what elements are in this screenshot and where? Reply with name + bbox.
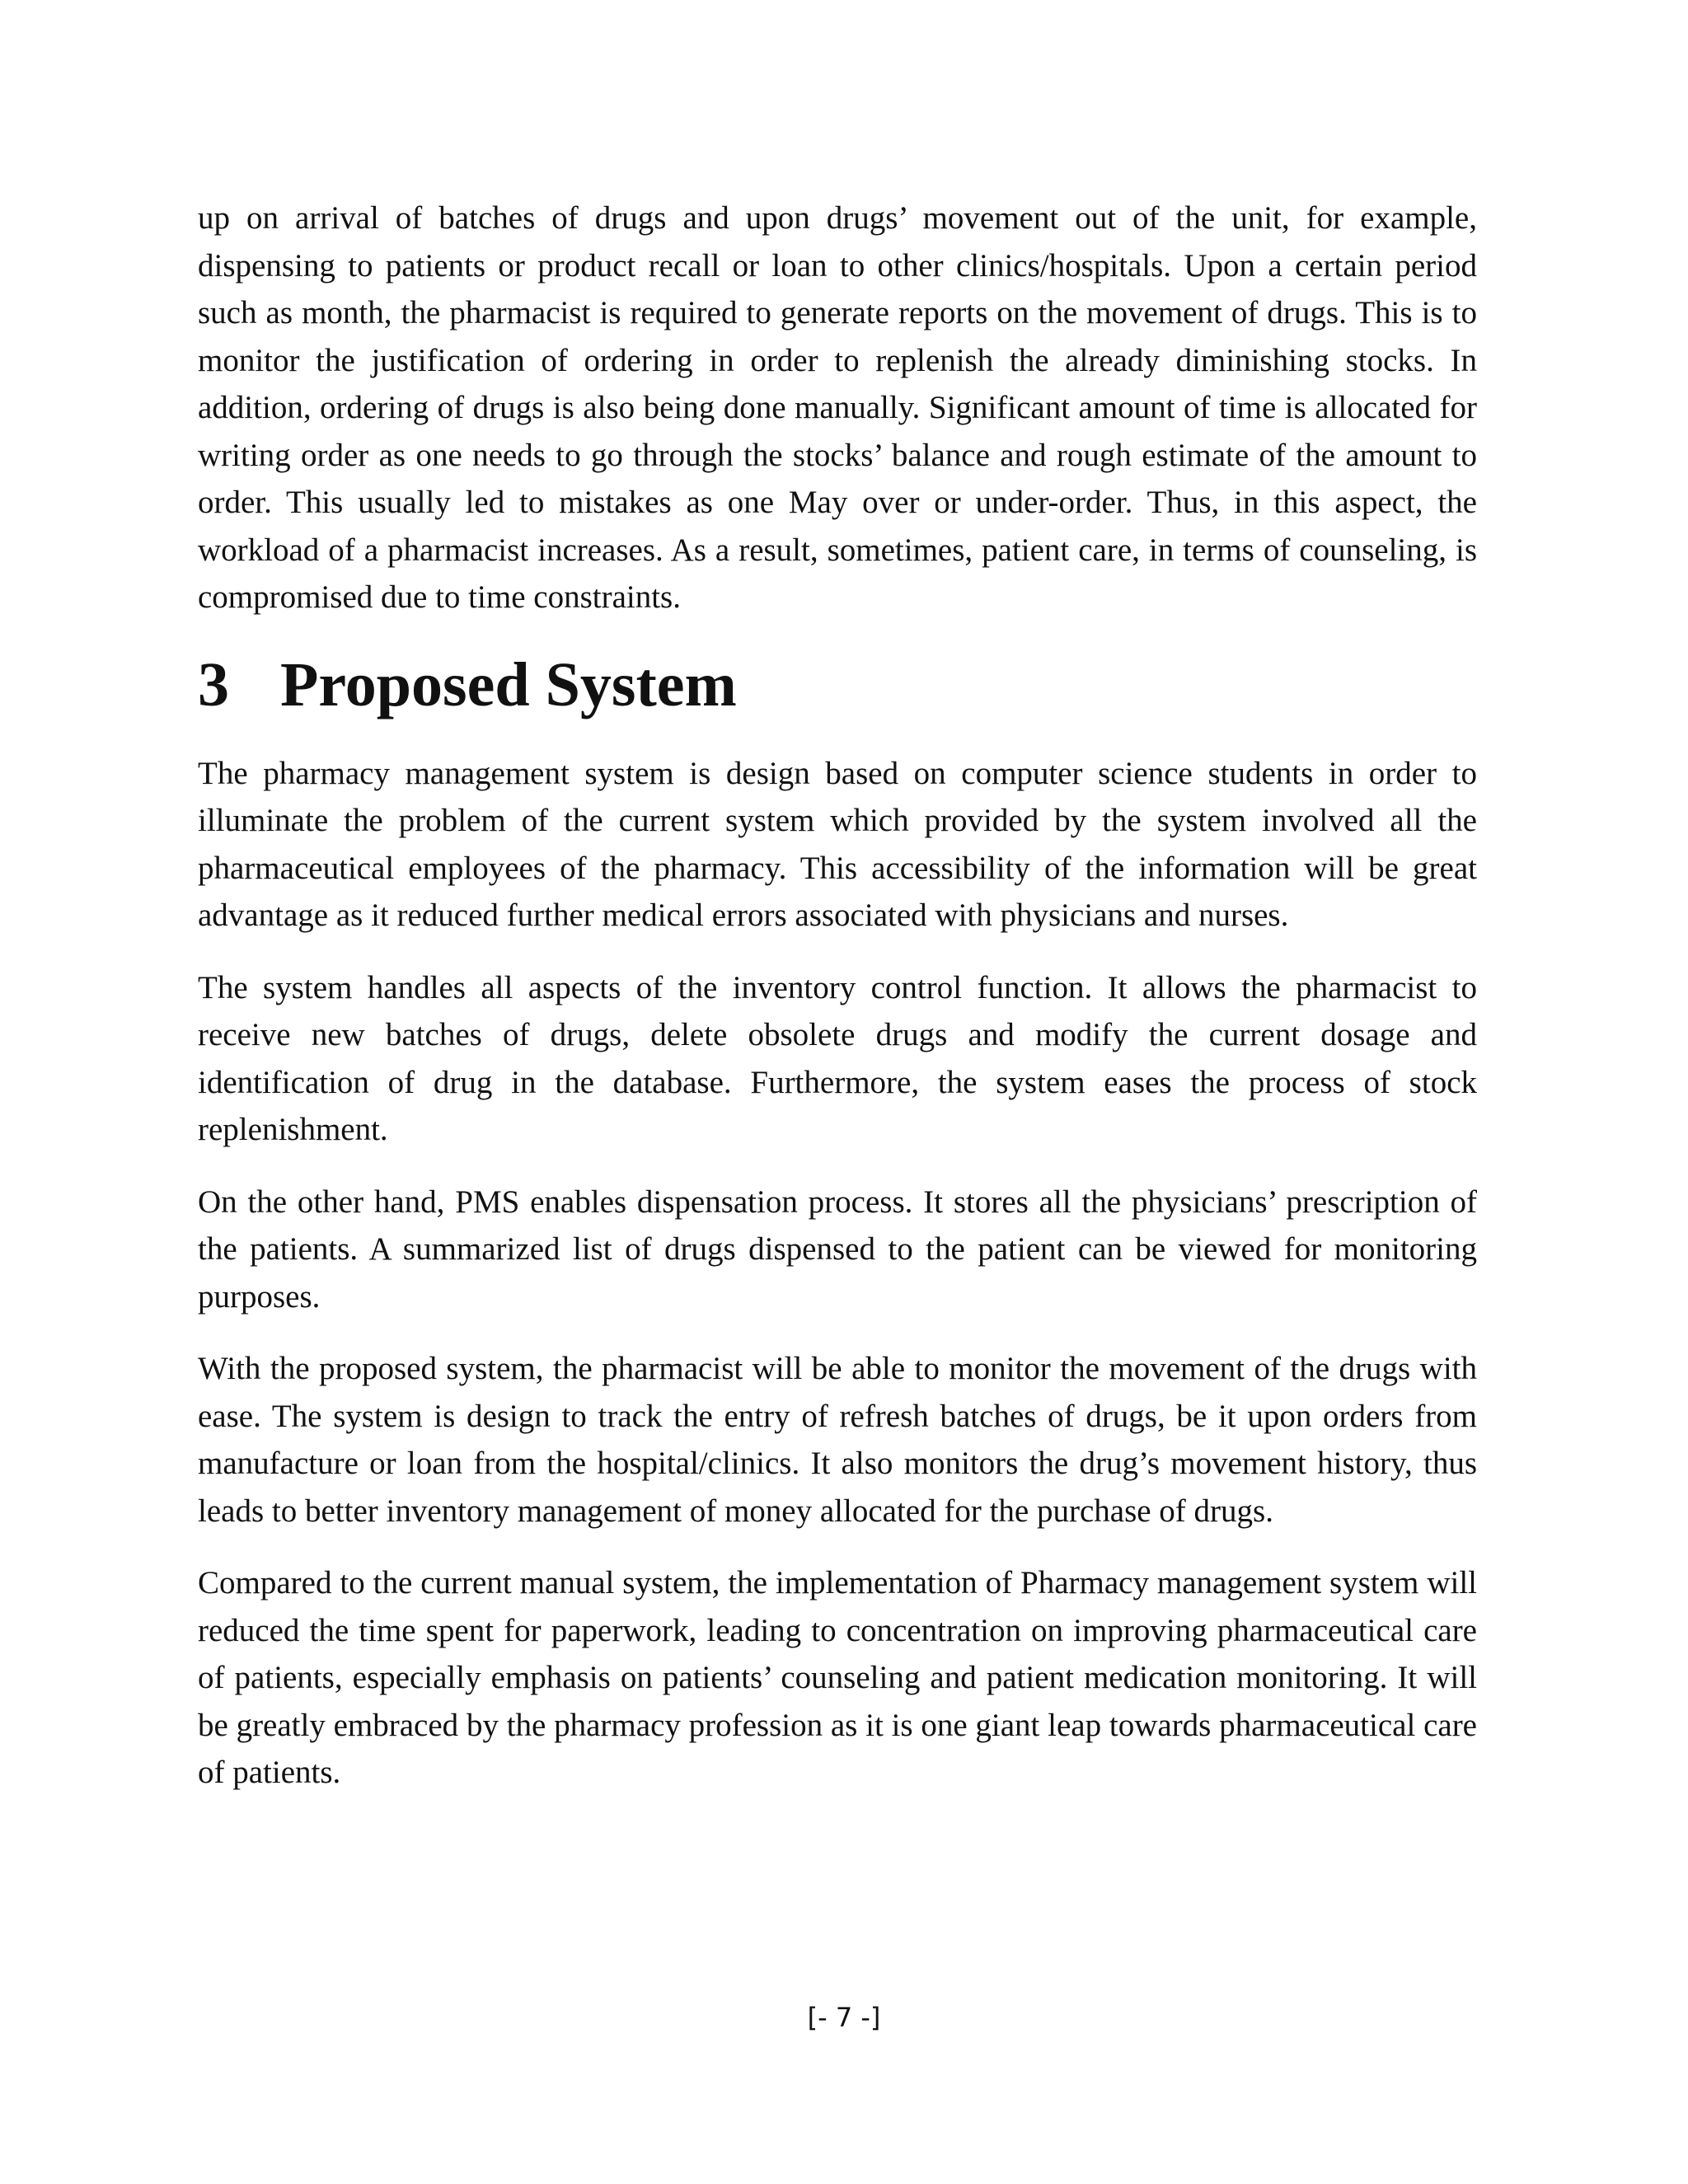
section-body [198,750,1477,1797]
page-number: [- 7 -] [807,2002,881,2033]
section-paragraph-5: Compared to the current manual system, the implementation of Pharmacy management system will reduced the time spent for paperwork, leading to concentration on improving pharmaceutical care of patients, especially emphasis on patients’ counseling and patient medication monitoring. It will be greatly embraced by the pharmacy profession as it is one giant leap towards pharmaceutical care of patients. [198,1565,1477,1790]
section-paragraph-1: The pharmacy management system is design based on computer science students in order to illuminate the problem of the current system which provided by the system involved all the pharmaceutical employees of the pharmacy. This accessibility of the information will be great advantage as it reduced further medical errors associated with physicians and nurses. [198,755,1477,933]
intro-paragraph: up on arrival of batches of drugs and upon drugs’ movement out of the unit, for example, dispensing to patients or product recall or loan to other clinics/hospitals. Upon a certain period such as month, the pharmacist is required to generate reports on the movement of drugs. This is to monitor the justification of ordering in order to replenish the already diminishing stocks. In addition, ordering of drugs is also being done manually. Significant amount of time is allocated for writing order as one needs to go through the stocks’ balance and rough estimate of the amount to order. This usually led to mistakes as one May over or under-order. Thus, in this aspect, the workload of a pharmacist increases. As a result, sometimes, patient care, in terms of counseling, is compromised due to time constraints. [198,200,1477,615]
section-paragraph-3: On the other hand, PMS enables dispensation process. It stores all the physicians’ prescription of the patients. A summarized list of drugs dispensed to the patient can be viewed for monitoring purposes. [198,1183,1477,1315]
section-paragraph-2: The system handles all aspects of the inventory control function. It allows the pharmacist to receive new batches of drugs, delete obsolete drugs and modify the current dosage and identification of drug in the database. Furthermore, the system eases the process of stock replenishment. [198,969,1477,1147]
section-paragraph-4: With the proposed system, the pharmacist will be able to monitor the movement of the drugs with ease. The system is design to track the entry of refresh batches of drugs, be it upon orders from manufacture or loan from the hospital/clinics. It also monitors the drug’s movement history, thus leads to better inventory management of money allocated for the purchase of drugs. [198,1351,1477,1529]
section-title: Proposed System [280,649,737,719]
section-heading [198,640,1477,730]
section-number: 3 [198,649,229,719]
page-content [198,194,1477,1797]
